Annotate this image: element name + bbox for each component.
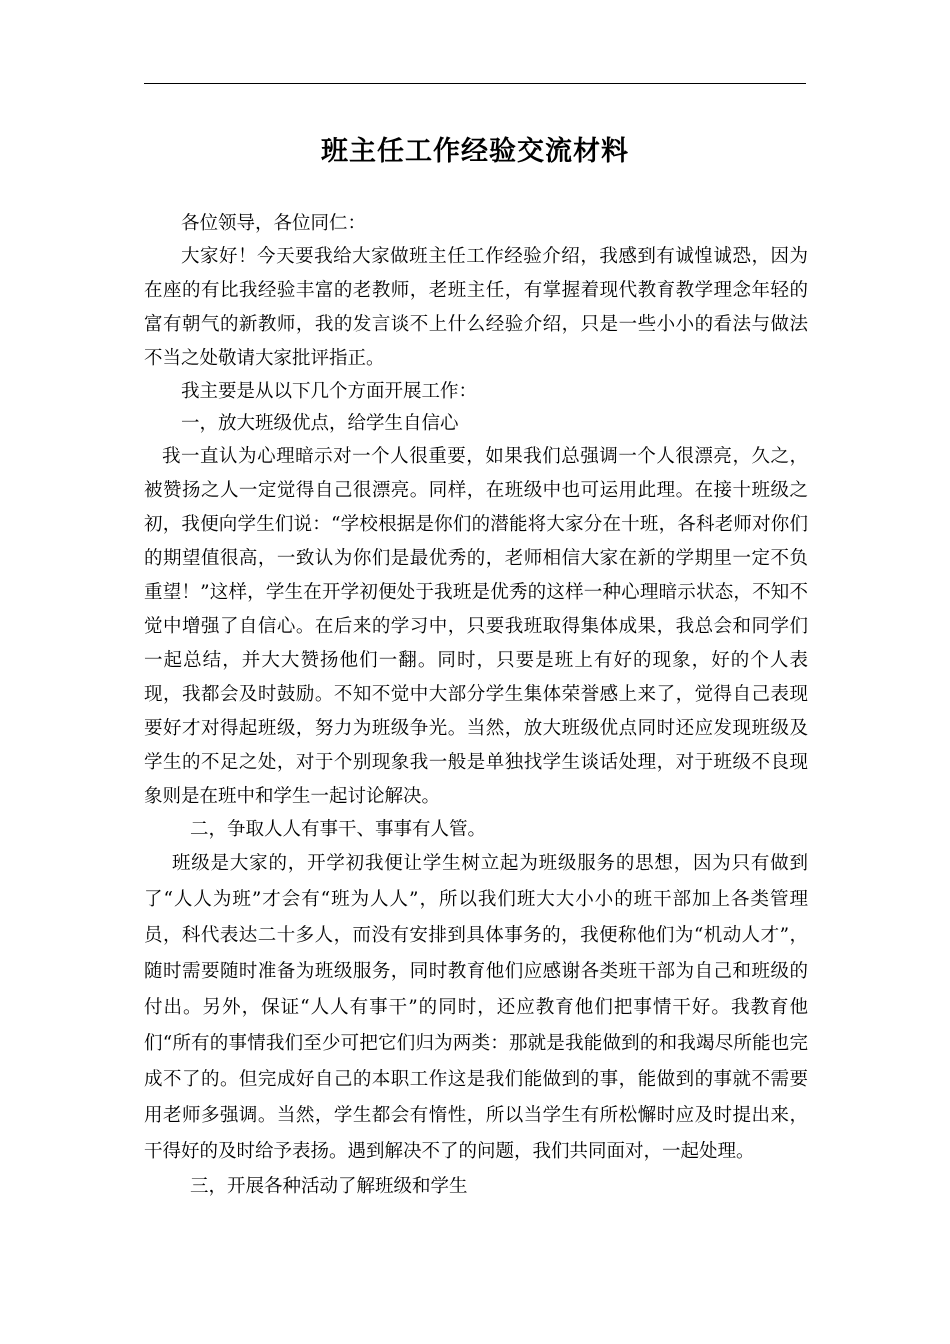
section-3-heading: 三，开展各种活动了解班级和学生 <box>190 1176 468 1197</box>
document-body <box>144 208 808 1204</box>
overview-line: 我主要是从以下几个方面开展工作： <box>181 381 478 402</box>
header-rule <box>144 83 806 84</box>
section-1-heading: 一，放大班级优点，给学生自信心 <box>181 413 459 434</box>
intro-paragraph: 大家好！今天要我给大家做班主任工作经验介绍，我感到有诚惶诚恐，因为在座的有比我经验丰富的老教师，老班主任，有掌握着现代教育教学理念年轻的富有朝气的新教师，我的发言谈不上什么经验介绍，只是一些小小的看法与做法不当之处敬请大家批评指正。 <box>144 246 808 369</box>
section-2-heading: 二，争取人人有事干、事事有人管。 <box>190 819 487 840</box>
salutation: 各位领导，各位同仁： <box>181 213 367 234</box>
section-1-body: 我一直认为心理暗示对一个人很重要，如果我们总强调一个人很漂亮，久之，被赞扬之人一定觉得自己很漂亮。同样，在班级中也可运用此理。在接十班级之初，我便向学生们说：“学校根据是你们的潜能将大家分在十班，各科老师对你们的期望值很高，一致认为你们是最优秀的，老师相信大家在新的学期里一定不负重望！”这样，学生在开学初便处于我班是优秀的这样一种心理暗示状态，不知不觉中增强了自信心。在后来的学习中，只要我班取得集体成果，我总会和同学们一起总结，并大大赞扬他们一翻。同时，只要是班上有好的现象，好的个人表现，我都会及时鼓励。不知不觉中大部分学生集体荣誉感上来了，觉得自己表现要好才对得起班级，努力为班级争光。当然，放大班级优点同时还应发现班级及学生的不足之处，对于个别现象我一般是单独找学生谈话处理，对于班级不良现象则是在班中和学生一起讨论解决。 <box>144 446 808 807</box>
document-title: 班主任工作经验交流材料 <box>321 136 629 167</box>
section-2-body: 班级是大家的，开学初我便让学生树立起为班级服务的思想，因为只有做到了“人人为班”才会有“班为人人”，所以我们班大大小小的班干部加上各类管理员，科代表达二十多人，而没有安排到具体事务的，我便称他们为“机动人才”，随时需要随时准备为班级服务，同时教育他们应感谢各类班干部为自己和班级的付出。另外，保证“人人有事干”的同时，还应教育他们把事情干好。我教育他们“所有的事情我们至少可把它们归为两类：那就是我能做到的和我竭尽所能也完成不了的。但完成好自己的本职工作这是我们能做到的事，能做到的事就不需要用老师多强调。当然，学生都会有惰性，所以当学生有所松懈时应及时提出来，干得好的及时给予表扬。遇到解决不了的问题，我们共同面对，一起处理。 <box>144 853 808 1162</box>
